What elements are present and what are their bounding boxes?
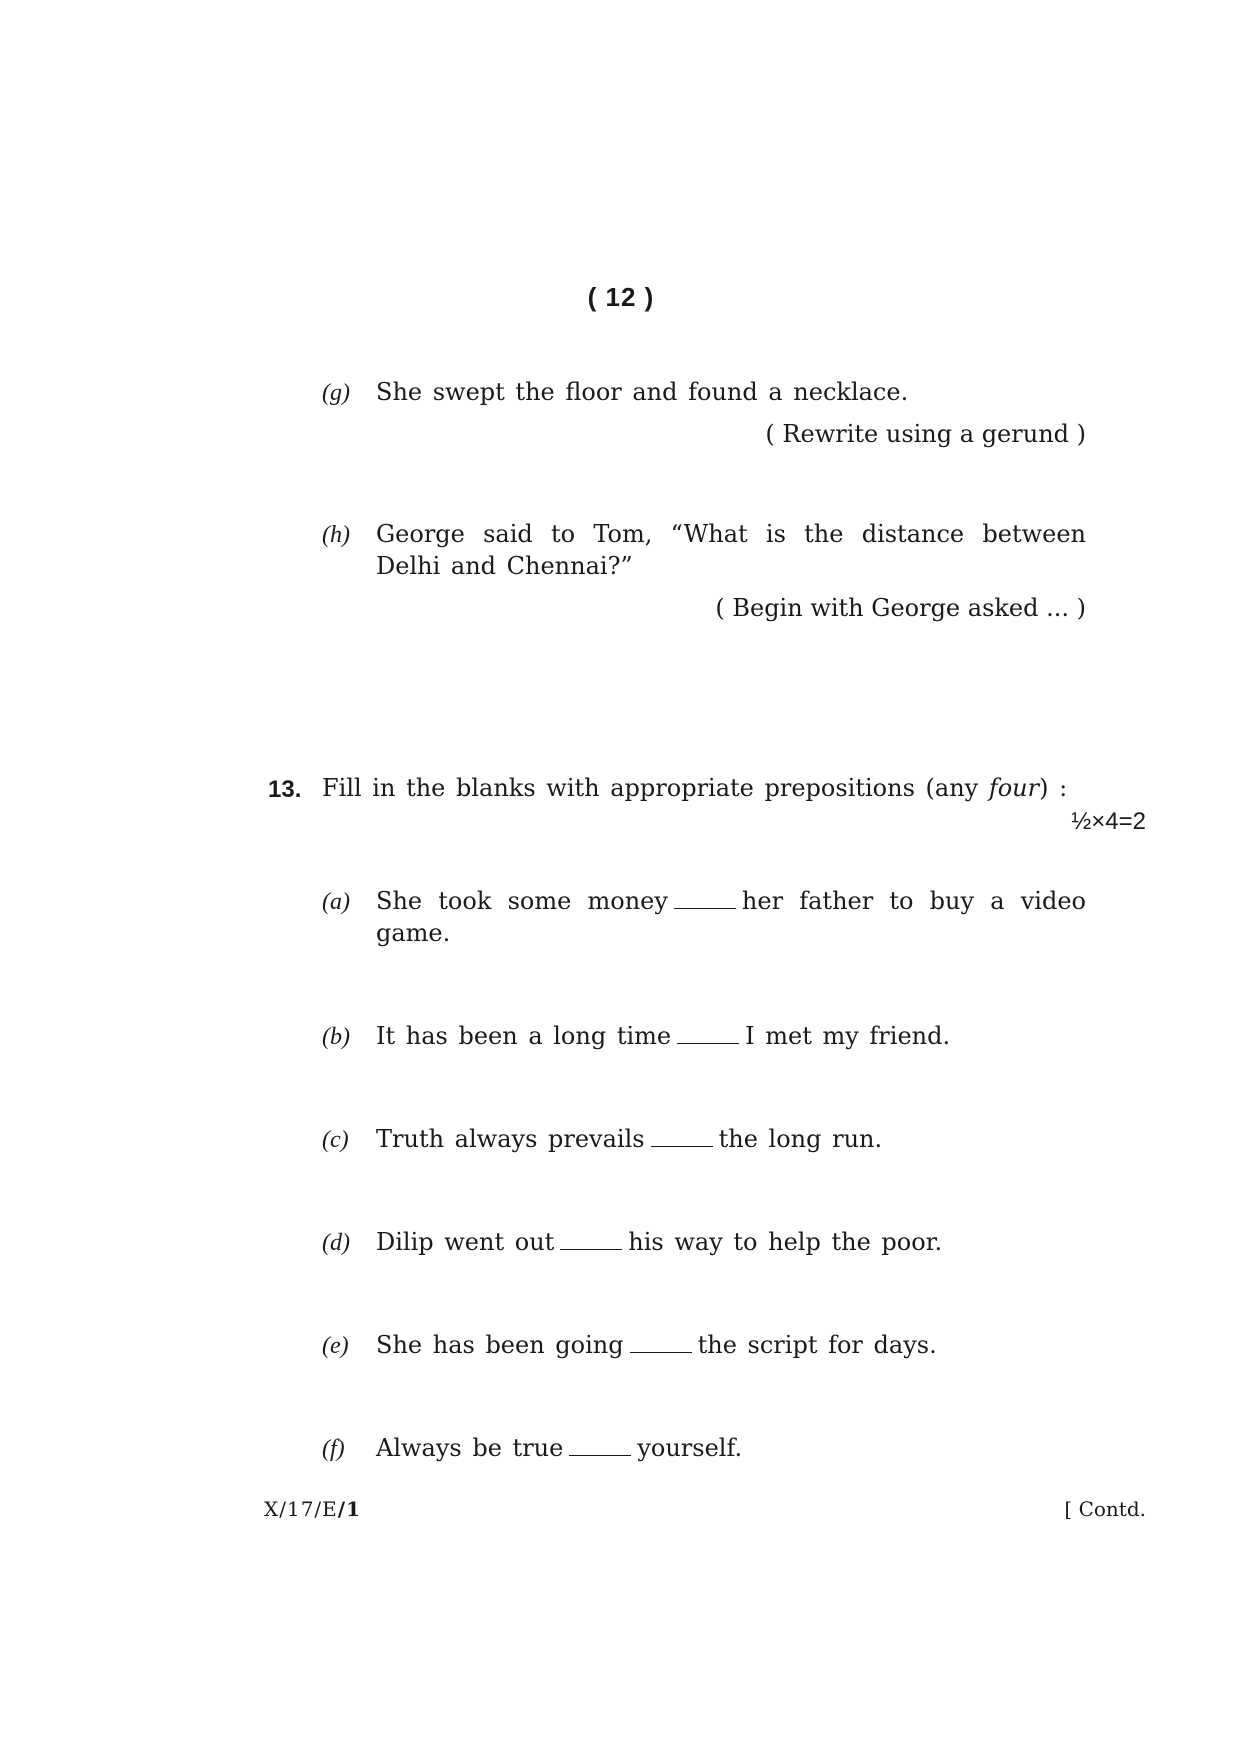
q13-text-f (376, 1432, 1086, 1464)
blank-b[interactable] (677, 1042, 739, 1044)
q13-after-b: I met my friend. (745, 1022, 951, 1050)
item-text-h: George said to Tom, “What is the distance between Delhi and Chennai?” (376, 520, 1086, 580)
footer-contd: [ Contd. (1064, 1497, 1146, 1521)
footer-code-bold: /1 (337, 1497, 361, 1521)
q13-before-f: Always be true (376, 1434, 564, 1462)
question-prompt-italic: four (988, 774, 1040, 802)
footer-code-prefix: X/17/E (264, 1497, 338, 1521)
question-prompt-after: ) : (1039, 774, 1068, 802)
q13-before-b: It has been a long time (376, 1022, 672, 1050)
blank-d[interactable] (560, 1248, 622, 1250)
item-instruction-g: ( Rewrite using a gerund ) (765, 420, 1086, 448)
item-text-g: She swept the floor and found a necklace. (376, 378, 909, 406)
page-number: ( 12 ) (587, 282, 655, 312)
question-prompt-before: Fill in the blanks with appropriate prepositions (any (322, 774, 989, 802)
q13-after-f: yourself. (637, 1434, 743, 1462)
footer-code (264, 1497, 361, 1521)
question-prompt (322, 772, 1082, 804)
q13-label-a: (a) (322, 889, 350, 915)
q13-after-e: the script for days. (697, 1331, 937, 1359)
q13-text-b (376, 1020, 1086, 1052)
q13-after-a: her father to buy a video game. (376, 887, 1087, 947)
q13-label-d: (d) (322, 1230, 350, 1256)
item-instruction-h: ( Begin with George asked ... ) (715, 594, 1086, 622)
item-label-g: (g) (322, 380, 350, 406)
q13-text-e (376, 1329, 1086, 1361)
q13-after-d: his way to help the poor. (628, 1228, 943, 1256)
q13-after-c: the long run. (718, 1125, 883, 1153)
question-marks: ½×4=2 (1071, 808, 1146, 835)
q13-before-d: Dilip went out (376, 1228, 555, 1256)
q13-before-e: She has been going (376, 1331, 624, 1359)
question-number: 13. (268, 776, 302, 803)
item-label-h: (h) (322, 522, 350, 548)
q13-text-c (376, 1123, 1086, 1155)
q13-before-c: Truth always prevails (376, 1125, 645, 1153)
q13-text-d (376, 1226, 1086, 1258)
q13-text-a (376, 885, 1086, 949)
q13-label-e: (e) (322, 1333, 349, 1359)
q13-label-f: (f) (322, 1436, 345, 1462)
q13-label-c: (c) (322, 1127, 349, 1153)
blank-e[interactable] (630, 1351, 692, 1353)
q13-before-a: She took some money (376, 887, 668, 915)
q13-label-b: (b) (322, 1024, 350, 1050)
blank-c[interactable] (651, 1145, 713, 1147)
blank-a[interactable] (674, 907, 736, 909)
blank-f[interactable] (569, 1454, 631, 1456)
